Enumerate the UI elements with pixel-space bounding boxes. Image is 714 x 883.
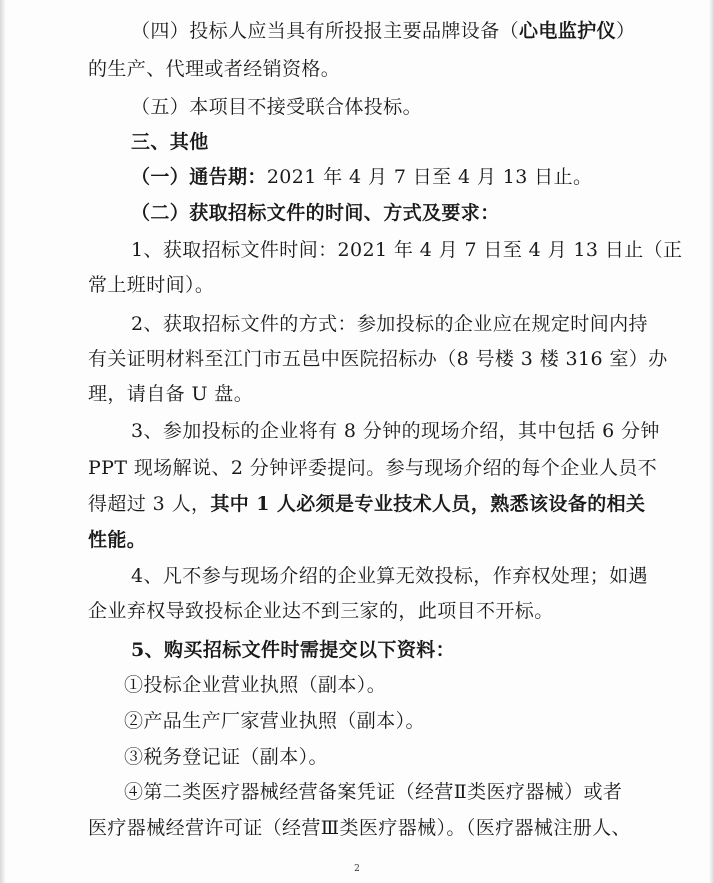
text-line [131, 564, 648, 588]
text-run: 1、获取招标文件时间：2021 年 4 月 7 日至 4 月 13 日止（正 [131, 239, 683, 261]
text-run: ） [616, 20, 636, 42]
text-line [88, 382, 253, 406]
text-run: （四）投标人应当具有所投报主要品牌设备（ [131, 20, 520, 42]
list-item [124, 709, 425, 733]
text-run: 理，请自备 U 盘。 [88, 383, 254, 405]
text-line [131, 419, 660, 443]
bold-text-run: （二）获取招标文件的时间、方式及要求： [131, 202, 500, 224]
text-line [131, 95, 422, 119]
page-number: 2 [354, 864, 360, 874]
text-run: 4、凡不参与现场介绍的企业算无效投标，作弃权处理；如遇 [131, 565, 648, 587]
text-run: 常上班时间）。 [88, 274, 215, 296]
text-line [88, 57, 340, 81]
text-line [131, 19, 635, 43]
bold-text-run: 性能。 [88, 529, 147, 551]
text-run: PPT 现场解说、2 分钟评委提问。参与现场介绍的每个企业人员不 [88, 457, 658, 479]
bold-text-run: 三、其他 [131, 131, 209, 153]
list-heading [131, 638, 455, 662]
text-line [88, 492, 645, 516]
section-heading [131, 130, 209, 154]
text-run: ④第二类医疗器械经营备案凭证（经营Ⅱ类医疗器械）或者 [124, 781, 623, 803]
text-line [88, 528, 146, 552]
text-run: （五）本项目不接受联合体投标。 [131, 96, 423, 118]
text-run: 2021 年 4 月 7 日至 4 月 13 日止。 [266, 166, 593, 188]
text-line [88, 456, 657, 480]
text-run: ③税务登记证（副本）。 [124, 746, 328, 768]
text-run: 3、参加投标的企业将有 8 分钟的现场介绍，其中包括 6 分钟 [131, 420, 660, 442]
list-item [124, 745, 328, 769]
text-run: 有关证明材料至江门市五邑中医院招标办（8 号楼 3 楼 316 室）办 [88, 348, 668, 370]
text-run: ②产品生产厂家营业执照（副本）。 [124, 710, 425, 732]
text-run: 医疗器械经营许可证（经营Ⅲ类医疗器械）。（医疗器械注册人、 [88, 817, 631, 839]
text-line [131, 238, 682, 262]
text-line [88, 273, 214, 297]
page-left-edge-shadow [0, 0, 6, 883]
text-run: ①投标企业营业执照（副本）。 [124, 674, 387, 696]
list-item [124, 780, 622, 804]
text-line [131, 312, 648, 336]
page-right-edge-shadow [709, 0, 714, 883]
text-line [88, 599, 554, 623]
text-run: 2、获取招标文件的方式：参加投标的企业应在规定时间内持 [131, 313, 648, 335]
bold-text-run: （一）通告期： [131, 166, 267, 188]
list-item [124, 673, 386, 697]
bold-text-run: 5、购买招标文件时需提交以下资料： [131, 639, 456, 661]
text-line [88, 816, 631, 840]
bold-text-run: 其中 1 人必须是专业技术人员，熟悉该设备的相关 [210, 493, 646, 515]
text-run: 的生产、代理或者经销资格。 [88, 58, 341, 80]
subsection-heading [131, 201, 500, 225]
text-line [131, 165, 592, 189]
bold-text-run: 心电监护仪 [519, 20, 617, 42]
text-run: 得超过 3 人， [88, 493, 211, 515]
text-line [88, 347, 668, 371]
text-run: 企业弃权导致投标企业达不到三家的，此项目不开标。 [88, 600, 554, 622]
